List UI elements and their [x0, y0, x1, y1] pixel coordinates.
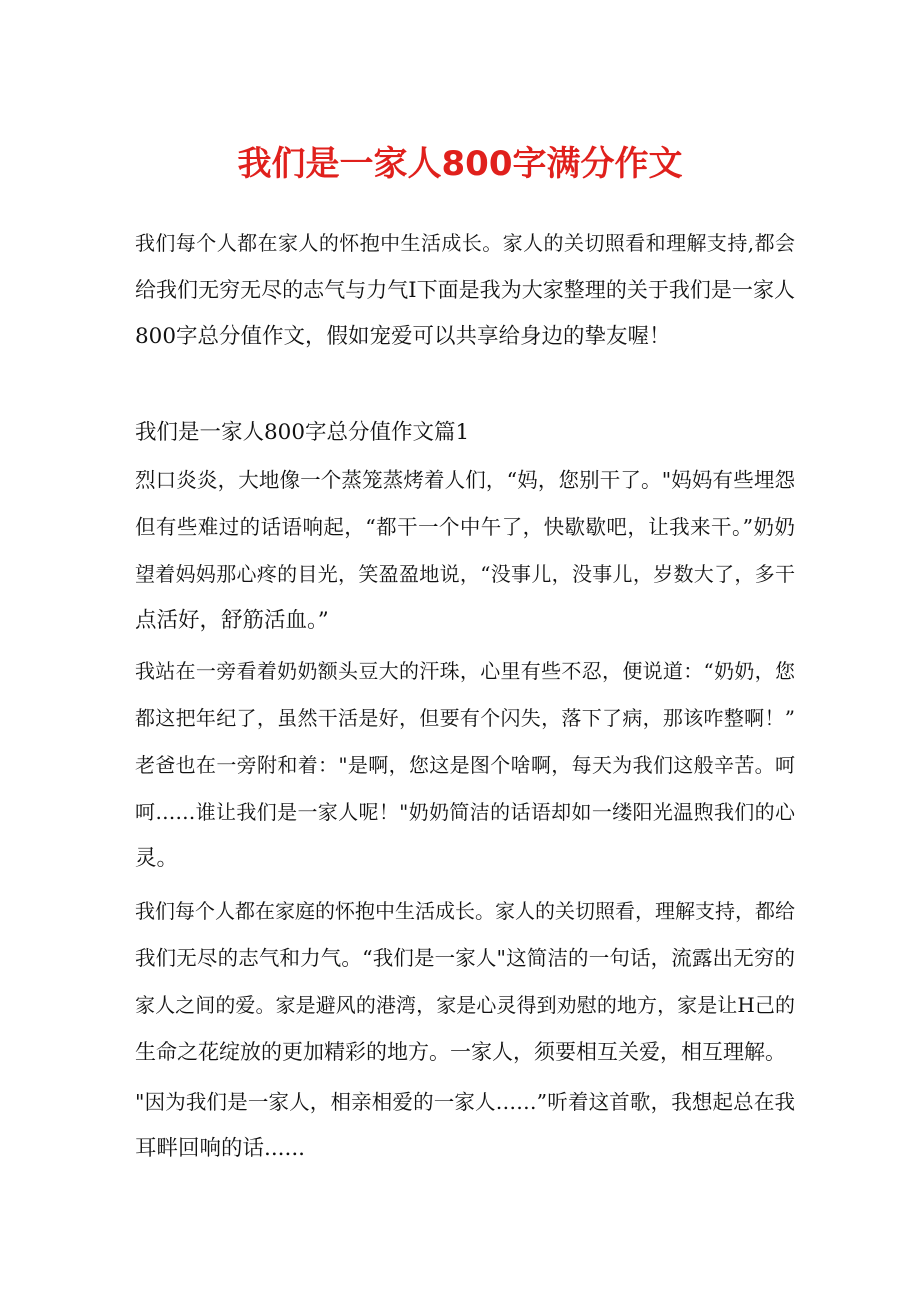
body-line: 耳畔回响的话...... [135, 1136, 306, 1161]
section-heading: 我们是一家人800字总分值作文篇1 [135, 420, 470, 445]
body-line: 我们无尽的志气和力气。“我们是一家人"这简洁的一句话，流露出无穷的 [135, 946, 795, 970]
body-line: 灵。 [135, 846, 179, 871]
body-line: 我们每个人都在家人的怀抱中生活成长。家人的关切照看和理解支持,都会 [135, 231, 795, 255]
body-line: 老爸也在一旁附和着："是啊，您这是图个啥啊，每天为我们这般辛苦。呵 [135, 753, 795, 777]
body-line: 我们每个人都在家庭的怀抱中生活成长。家人的关切照看，理解支持，都给 [135, 899, 795, 923]
body-line: 我站在一旁看着奶奶额头豆大的汗珠，心里有些不忍，便说道：“奶奶，您 [135, 659, 795, 683]
body-line: 给我们无穷无尽的志气与力气I下面是我为大家整理的关于我们是一家人 [135, 278, 795, 302]
body-line: "因为我们是一家人，相亲相爱的一家人……”听着这首歌，我想起总在我 [135, 1090, 795, 1114]
body-line: 烈口炎炎，大地像一个蒸笼蒸烤着人们，“妈，您别干了。"妈妈有些埋怨 [135, 468, 795, 492]
page-title: 我们是一家人800字满分作文 [237, 144, 683, 184]
body-line: 但有些难过的话语响起，“都干一个中午了，快歇歇吧，让我来干。”奶奶 [135, 515, 795, 539]
body-line: 点活好，舒筋活血。” [135, 608, 329, 633]
body-line: 生命之花绽放的更加精彩的地方。一家人，须要相互关爱，相互理解。 [135, 1040, 786, 1064]
body-line: 呵……谁让我们是一家人呢！"奶奶简洁的话语却如一缕阳光温煦我们的心 [135, 800, 795, 824]
body-line: 800字总分值作文，假如宠爱可以共享给身边的挚友喔！ [135, 324, 671, 349]
body-line: 望着妈妈那心疼的目光，笑盈盈地说，“没事儿，没事儿，岁数大了，多干 [135, 562, 795, 586]
body-line: 都这把年纪了，虽然干活是好，但要有个闪失，落下了病，那该咋整啊！” [135, 706, 795, 730]
body-line: 家人之间的爱。家是避风的港湾，家是心灵得到劝慰的地方，家是让H己的 [135, 993, 795, 1017]
